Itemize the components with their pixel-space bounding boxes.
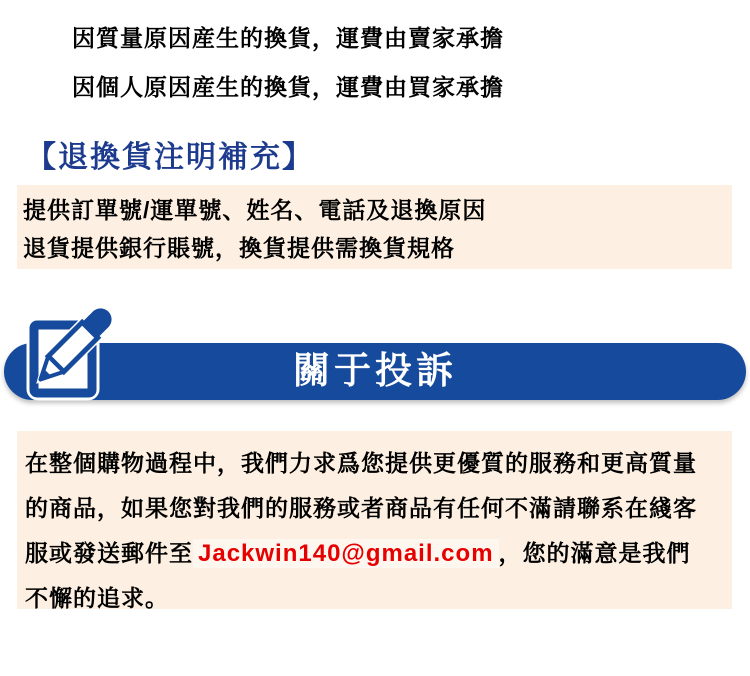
complaint-text-prefix: 在整個購物過程中，我們力求爲您提供更優質的服務和更高質量的商品，如果您對我們的服務或者商品有任何不滿請聯系在綫客服或發送郵件至 [25, 450, 697, 566]
policy-line-buyer-pays: 因個人原因産生的換貨，運費由買家承擔 [72, 74, 504, 100]
note-line-bank-info: 退貨提供銀行賬號，換貨提供需換貨規格 [23, 235, 455, 261]
complaint-banner-title: 關于投訴 [293, 350, 457, 391]
note-line-order-info: 提供訂單號/運單號、姓名、電話及退換原因 [23, 197, 487, 223]
complaint-text-suffix: ，您的滿意是我們不懈的追求。 [25, 540, 691, 611]
policy-line-seller-pays: 因質量原因産生的換貨，運費由賣家承擔 [72, 25, 504, 51]
return-supplement-box [17, 185, 732, 269]
email-link[interactable]: Jackwin140@gmail.com [193, 539, 499, 568]
complaint-text-box [17, 431, 732, 609]
pencil-edit-icon [24, 301, 116, 401]
return-supplement-heading: 【退換貨注明補充】 [26, 141, 314, 174]
